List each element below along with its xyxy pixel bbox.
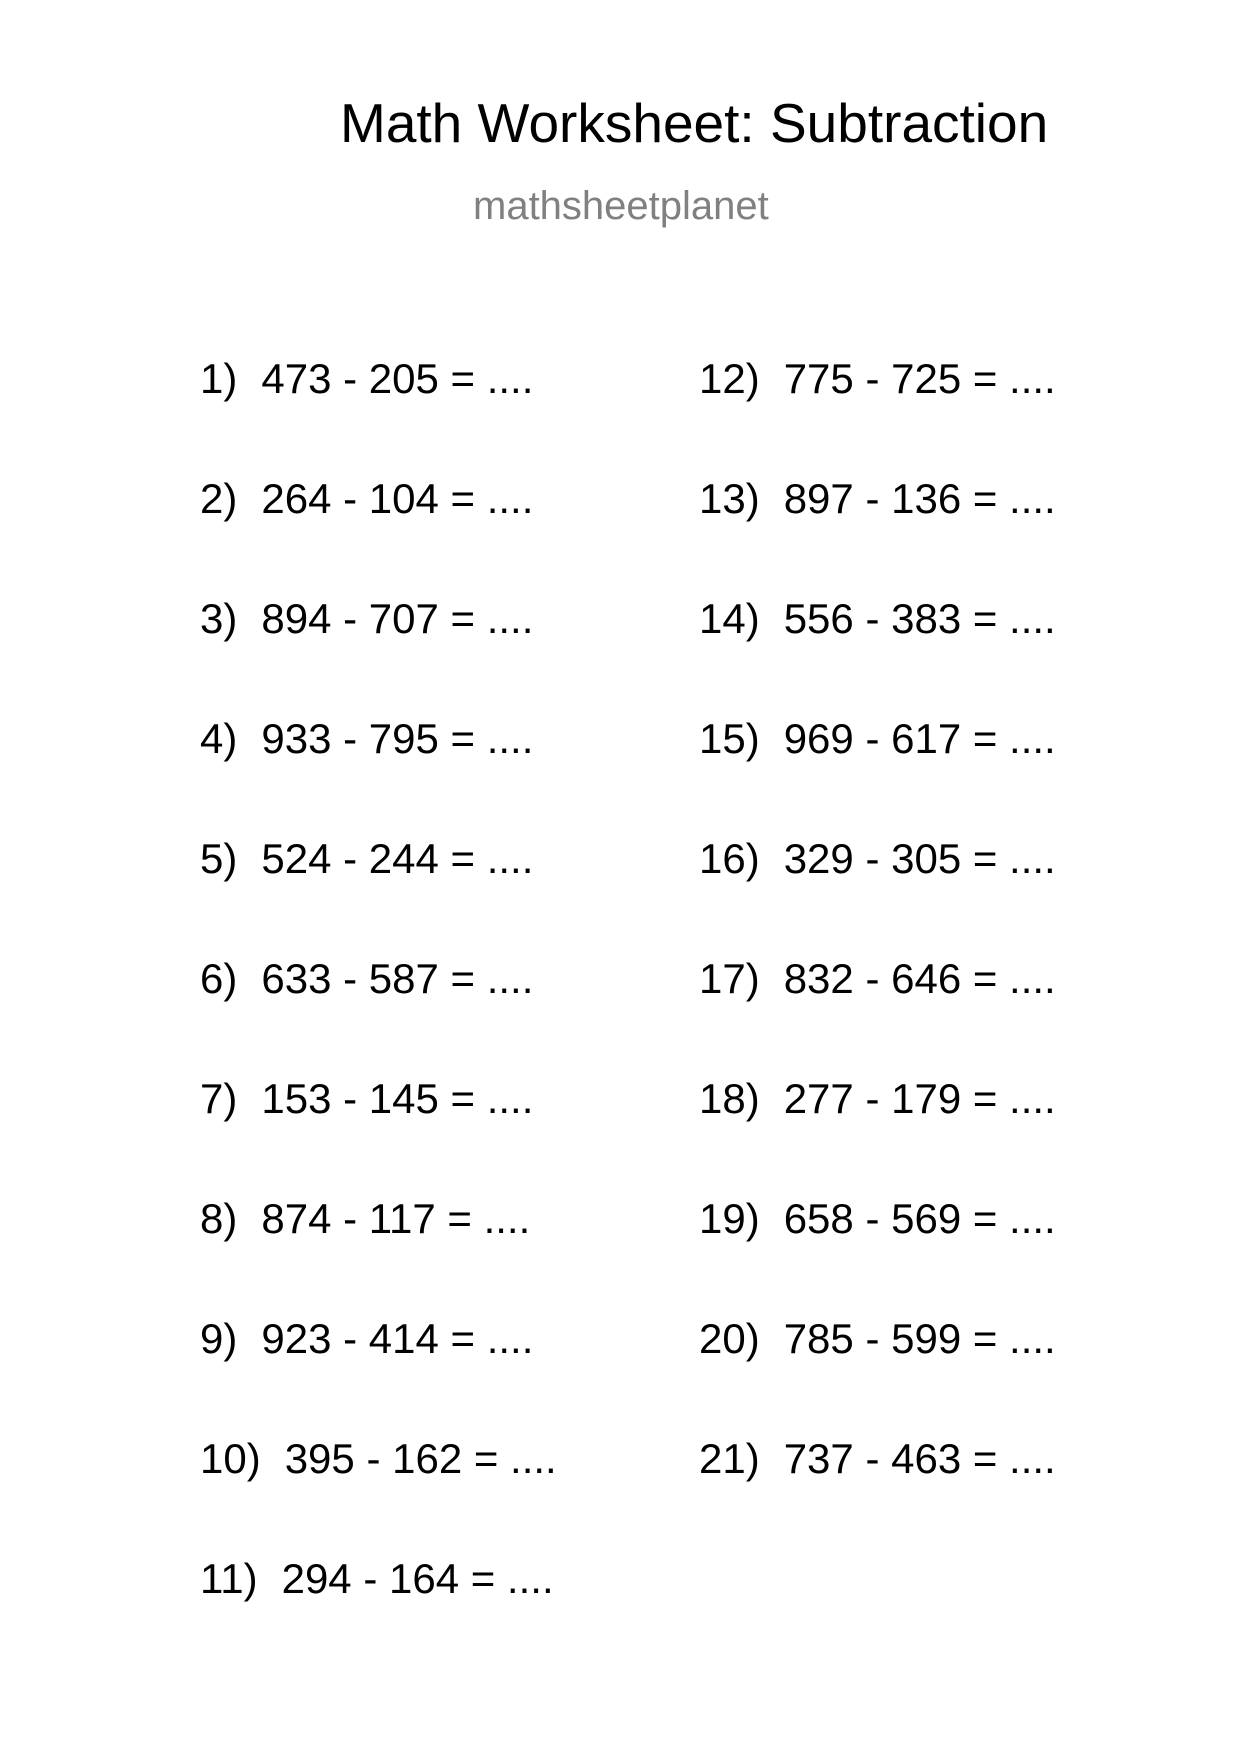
problem-expression: 737 - 463 = .... xyxy=(783,1435,1056,1482)
problem-number: 14) xyxy=(699,595,760,642)
problem-number: 17) xyxy=(699,955,760,1002)
problem-21 xyxy=(699,1435,1056,1482)
problem-expression: 264 - 104 = .... xyxy=(261,475,534,522)
problem-2 xyxy=(200,475,534,522)
problem-16 xyxy=(699,835,1056,882)
problem-number: 21) xyxy=(699,1435,760,1482)
problem-number: 11) xyxy=(200,1555,258,1602)
problem-number: 1) xyxy=(200,355,238,402)
problem-3 xyxy=(200,595,534,642)
problem-number: 5) xyxy=(200,835,238,882)
problem-number: 9) xyxy=(200,1315,238,1362)
problem-expression: 897 - 136 = .... xyxy=(783,475,1056,522)
problem-13 xyxy=(699,475,1056,522)
problem-number: 12) xyxy=(699,355,760,402)
problem-expression: 832 - 646 = .... xyxy=(783,955,1056,1002)
problem-5 xyxy=(200,835,534,882)
problem-number: 6) xyxy=(200,955,238,1002)
problem-number: 4) xyxy=(200,715,238,762)
problem-expression: 874 - 117 = .... xyxy=(261,1195,531,1242)
problem-12 xyxy=(699,355,1056,402)
problem-expression: 277 - 179 = .... xyxy=(783,1075,1056,1122)
problem-expression: 969 - 617 = .... xyxy=(783,715,1056,762)
problem-expression: 658 - 569 = .... xyxy=(783,1195,1056,1242)
problem-expression: 894 - 707 = .... xyxy=(261,595,534,642)
problem-6 xyxy=(200,955,534,1002)
problem-20 xyxy=(699,1315,1056,1362)
problem-expression: 524 - 244 = .... xyxy=(261,835,534,882)
problem-number: 13) xyxy=(699,475,760,522)
problem-number: 18) xyxy=(699,1075,760,1122)
problem-expression: 329 - 305 = .... xyxy=(783,835,1056,882)
problem-15 xyxy=(699,715,1056,762)
problem-10 xyxy=(200,1435,557,1482)
problem-number: 20) xyxy=(699,1315,760,1362)
problem-9 xyxy=(200,1315,534,1362)
worksheet-subtitle: mathsheetplanet xyxy=(473,184,769,228)
problem-expression: 473 - 205 = .... xyxy=(261,355,534,402)
problem-19 xyxy=(699,1195,1056,1242)
problem-number: 16) xyxy=(699,835,760,882)
problem-expression: 556 - 383 = .... xyxy=(783,595,1056,642)
problem-expression: 294 - 164 = .... xyxy=(281,1555,554,1602)
problem-18 xyxy=(699,1075,1056,1122)
problem-14 xyxy=(699,595,1056,642)
problem-number: 3) xyxy=(200,595,238,642)
problem-expression: 923 - 414 = .... xyxy=(261,1315,534,1362)
problem-expression: 153 - 145 = .... xyxy=(261,1075,534,1122)
problem-number: 15) xyxy=(699,715,760,762)
problem-number: 19) xyxy=(699,1195,760,1242)
problem-expression: 785 - 599 = .... xyxy=(783,1315,1056,1362)
problem-number: 10) xyxy=(200,1435,261,1482)
problem-number: 8) xyxy=(200,1195,238,1242)
problem-1 xyxy=(200,355,534,402)
problem-expression: 633 - 587 = .... xyxy=(261,955,534,1002)
problem-number: 7) xyxy=(200,1075,238,1122)
problem-expression: 775 - 725 = .... xyxy=(783,355,1056,402)
problem-4 xyxy=(200,715,534,762)
problem-expression: 933 - 795 = .... xyxy=(261,715,534,762)
problem-7 xyxy=(200,1075,534,1122)
worksheet-title: Math Worksheet: Subtraction xyxy=(340,92,1049,154)
problem-17 xyxy=(699,955,1056,1002)
problem-11 xyxy=(200,1555,554,1602)
problem-number: 2) xyxy=(200,475,238,522)
problem-8 xyxy=(200,1195,531,1242)
problem-expression: 395 - 162 = .... xyxy=(284,1435,557,1482)
